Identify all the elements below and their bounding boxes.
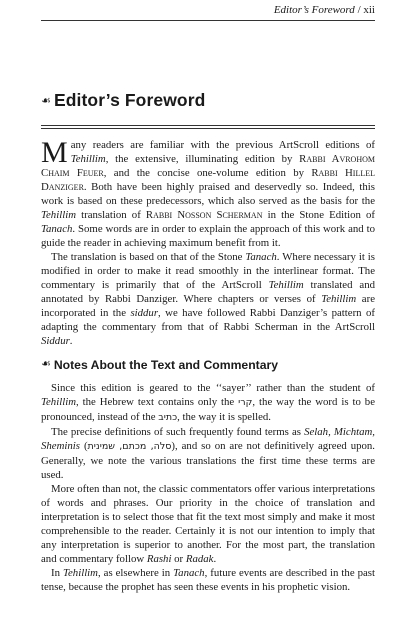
notes-paragraph-2: The precise definitions of such frequently found terms as Selah, Michtam, Sheminis (סלה, מכתם, שמינית), and so on are not definitively agreed upon. Generally, we note the various translations the first time these terms are used. [41, 426, 376, 481]
hebrew-term: כתיב [158, 412, 178, 423]
section-heading [41, 357, 375, 373]
page-header [41, 0, 375, 21]
hebrew-term: סלה, מכתם, שמינית [87, 441, 172, 452]
author-name: Rabbi Hillel Danziger [41, 167, 375, 193]
running-head-title: Editor’s Foreword [273, 4, 355, 16]
intro-paragraph-2: The translation is based on that of the Stone Tanach. Where necessary it is modified in order to make it read smoothly in the interlinear format. The commentary is primarily that of the ArtScroll Tehillim translated and annotated by Rabbi Danziger. Where chapters or verses of Tehillim are incorporated in the siddur, we have followed Rabbi Danziger’s pattern of adapting the commentary from that of Rabbi Scherman in the ArtScroll Siddur. [41, 251, 376, 347]
page-number: xii [363, 4, 375, 16]
notes-paragraph-4: In Tehillim, as elsewhere in Tanach, future events are described in the past tense, because the prophet has seen these events in his prophetic vision. [41, 567, 375, 593]
running-head [274, 4, 375, 16]
intro-paragraph-1: Many readers are familiar with the previous ArtScroll editions of Tehillim, the extensive, illuminating edition by Rabbi Avrohom Chaim Feuer, and the concise one-volume edition by Rabbi Hillel Danziger. Both have been highly praised and deservedly so. Indeed, this work is based on these predecessors, which also served as the basis for the Tehillim translation of Rabbi Nosson Scherman in the Stone Edition of Tanach. Some words are in order to explain the approach of this work and to guide the reader in achieving maximum benefit from it. [41, 136, 376, 249]
drop-cap: M [41, 136, 68, 169]
chapter-title [41, 90, 205, 111]
hebrew-term: קרי [238, 397, 253, 408]
author-name: Rabbi Avrohom Chaim Feuer [41, 153, 376, 179]
title-rule-bottom [41, 128, 375, 129]
title-rule-top [41, 125, 375, 126]
author-name: Rabbi Nosson Scherman [145, 209, 263, 221]
body-text [41, 138, 375, 594]
notes-paragraph-1: Since this edition is geared to the ‘‘sayer’’ rather than the student of Tehillim, the Hebrew text contains only the קרי, the way the word is to be pronounced, instead of the כתיב, the way it is spelled. [41, 382, 375, 423]
section-heading-text: Notes About the Text and Commentary [53, 358, 279, 372]
fleuron-icon: ☙ [41, 95, 51, 107]
chapter-title-text: Editor’s Foreword [53, 90, 206, 110]
fleuron-icon: ☙ [41, 358, 51, 370]
notes-paragraph-3: More often than not, the classic commentators offer various interpretations of words and phrases. Our priority in the choice of translation and interpretation is to select those that fit the text most simply and make it most comprehensible to the reader. Certainly it is not our intention to imply that any interpretation is superior to another. For the most part, the translation and commentary follow Rashi or Radak. [41, 483, 375, 565]
running-head-separator: / [357, 4, 361, 16]
